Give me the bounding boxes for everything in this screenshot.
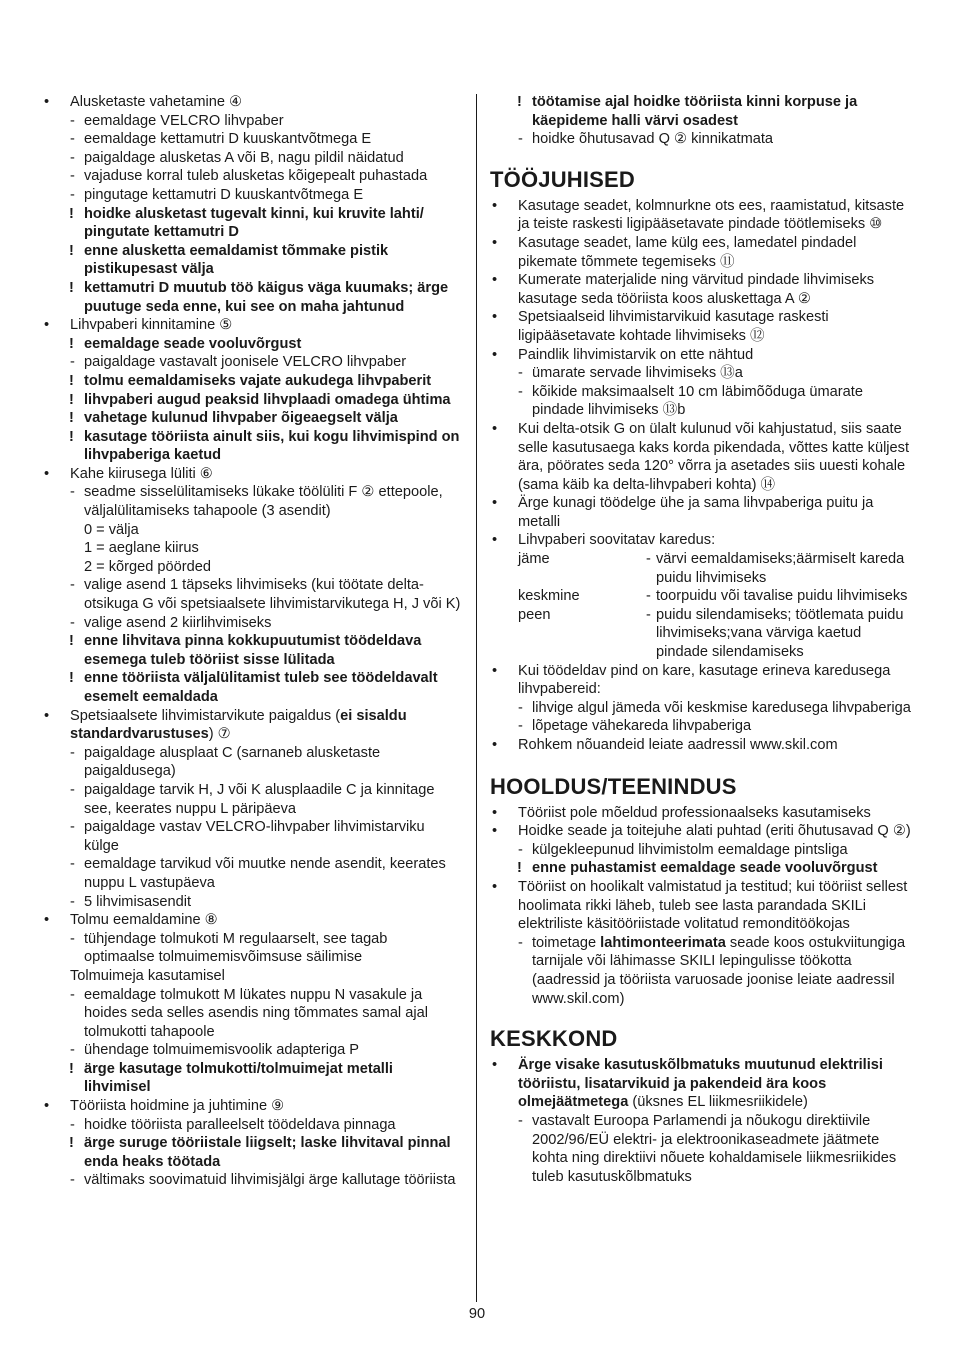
dash-item — [42, 186, 462, 205]
left-column — [42, 93, 462, 1190]
bullet-item — [490, 878, 914, 934]
item-text: tühjendage tolmukoti M regulaarselt, see tagab optimaalse tolmuimemisvõimsuse säilimise — [84, 930, 388, 966]
item-text: Tolmuimeja kasutamisel — [70, 967, 225, 984]
dash-item — [42, 744, 462, 781]
dash-marker: - — [518, 1112, 523, 1129]
item-text: Rohkem nõuandeid leiate aadressil www.skil.com — [518, 737, 838, 753]
bullet-item — [42, 316, 462, 335]
dash-item — [490, 699, 914, 718]
item-bold-text: Ärge visake kasutuskõlbmatuks muutunud elektrilisi tööriistu, lisatarvikuid ja pakendeid ära koos olmejäätmetega — [518, 1057, 883, 1111]
item-text: paigaldage vastav VELCRO-lihvpaber lihvimistarviku külge — [84, 819, 425, 854]
item-text: Lihvpaberi kinnitamine ⑤ — [70, 317, 233, 334]
item-text-end: ) ⑦ — [208, 726, 231, 743]
dash-item — [42, 1171, 462, 1190]
dash-item — [42, 986, 462, 1042]
dash-marker: - — [518, 131, 523, 148]
item-text: tolmu eemaldamiseks vajate aukudega lihvpaberit — [84, 372, 432, 389]
bullet-marker: • — [492, 495, 498, 512]
warning-item — [42, 409, 462, 428]
bullet-item — [490, 736, 914, 755]
bullet-item — [490, 1056, 914, 1112]
dash-marker: - — [518, 841, 523, 858]
warning-item — [42, 242, 462, 279]
dash-item — [42, 614, 462, 633]
bullet-item — [490, 662, 914, 699]
bullet-marker: • — [44, 94, 50, 110]
warning-item — [42, 391, 462, 410]
dash-item — [490, 383, 914, 420]
dash-marker: - — [518, 699, 523, 716]
dash-item — [490, 717, 914, 736]
bullet-marker: • — [44, 317, 50, 334]
item-bold-text: ei sisaldu standardvarustuses — [70, 707, 407, 743]
warning-item — [42, 1134, 462, 1171]
item-text: Spetsiaalseid lihvimistarvikuid kasutage raskesti ligipääsetavate kohtade lihvimiseks ⑫ — [518, 309, 829, 344]
bullet-item — [490, 420, 914, 494]
item-text: ärge kasutage tolmukotti/tolmuimejat metalli lihvimisel — [84, 1060, 393, 1096]
dash-marker: - — [70, 930, 75, 947]
item-text: Tööriist pole mõeldud professionaalseks kasutamiseks — [518, 804, 871, 821]
item-text: Paindlik lihvimistarvik on ette nähtud — [518, 346, 754, 363]
warning-marker: ! — [69, 391, 74, 408]
hooldus-list — [490, 804, 914, 1009]
dash-marker: - — [646, 551, 651, 568]
item-text: Tööriist on hoolikalt valmistatud ja testitud; kui tööriist sellest hoolimata rikki läheb, tuleb see lasta parandada SKILi elektriliste käsitööriistade volitatud remonditöökojas — [518, 878, 908, 933]
grit-desc-text: puidu silendamiseks; töötlemata puidu lihvimiseks;vana värviga kaetud pindade silendamiseks — [656, 606, 904, 661]
warning-item — [42, 669, 462, 706]
bullet-marker: • — [492, 420, 498, 437]
dash-item — [42, 781, 462, 818]
dash-item — [490, 841, 914, 860]
warning-marker: ! — [69, 242, 74, 259]
bullet-item — [490, 308, 914, 345]
dash-marker: - — [646, 606, 651, 623]
item-text: paigaldage alusketas A või B, nagu pildil näidatud — [84, 149, 404, 166]
bullet-marker: • — [492, 804, 498, 821]
item-text: Kumerate materjalide ning värvitud pindade lihvimiseks kasutage seda tööriista koos aluskettaga A ② — [518, 272, 875, 307]
dash-marker: - — [70, 112, 75, 129]
column-divider — [476, 94, 477, 1302]
item-text: 0 = välja — [84, 521, 139, 538]
bullet-item — [42, 465, 462, 484]
item-text-end: seade koos ostukviitungiga tarnijale või lähimasse SKILI lepingulisse töökotta (aadressid ja tööriista varuosade joonise leiate aadressil www.skil.com) — [532, 934, 906, 1007]
toojuhised-list — [490, 197, 914, 550]
item-text: seadme sisselülitamiseks lükake töölüliti F ② ettepoole, väljalülitamiseks tahapoole (3 asendit) — [84, 484, 443, 520]
dash-item — [42, 930, 462, 967]
item-text: toimetage — [532, 934, 601, 951]
dash-marker: - — [70, 744, 75, 761]
warning-item — [490, 859, 914, 878]
bullet-marker: • — [492, 662, 498, 679]
bullet-item — [490, 234, 914, 271]
dash-item — [490, 1112, 914, 1186]
warning-item — [42, 335, 462, 354]
bullet-marker: • — [492, 272, 498, 289]
warning-marker: ! — [69, 633, 74, 650]
item-text: lõpetage vähekareda lihvpaberiga — [532, 718, 752, 735]
item-text: hoidke tööriista paralleelselt töödeldava pinnaga — [84, 1116, 396, 1133]
dash-item — [42, 818, 462, 855]
item-text: hoidke alusketast tugevalt kinni, kui kruvite lahti/ pingutate kettamutri D — [84, 205, 424, 241]
text-line — [42, 558, 462, 577]
item-text: 1 = aeglane kiirus — [84, 540, 199, 557]
dash-marker: - — [70, 986, 75, 1003]
text-line — [42, 967, 462, 986]
item-text: enne tööriista väljalülitamist tuleb see töödeldavalt esemelt eemaldada — [84, 670, 438, 705]
item-text: Tolmu eemaldamine ⑧ — [70, 912, 218, 929]
dash-marker: - — [70, 1172, 75, 1189]
item-text: eemaldage kettamutri D kuuskantvõtmega E — [84, 131, 372, 148]
item-text: hoidke õhutusavad Q ② kinnikatmata — [532, 131, 774, 148]
bullet-marker: • — [44, 1098, 50, 1115]
dash-marker: - — [70, 1116, 75, 1133]
bullet-marker: • — [492, 346, 498, 363]
dash-marker: - — [70, 168, 75, 185]
dash-marker: - — [70, 484, 75, 501]
dash-marker: - — [70, 856, 75, 873]
item-text: enne alusketta eemaldamist tõmmake pistik pistikupesast välja — [84, 242, 389, 278]
bullet-item — [490, 531, 914, 550]
item-text: ärge suruge tööriistale liigselt; laske lihvitaval pinnal enda heaks töötada — [84, 1135, 451, 1170]
item-text: pingutage kettamutri D kuuskantvõtmega E — [84, 186, 364, 203]
right-column — [490, 93, 914, 1186]
item-text: Kui delta-otsik G on ülalt kulunud või kahjustatud, siis saate selle kasutusaega kaks korda pikendada, võttes katte küljest ära, pöörates seda 120° võrra ja asetades siis uuesti kohale (sama käib ka delta-lihvpaberi kohta) ⑭ — [518, 420, 910, 493]
grit-desc-text: värvi eemaldamiseks;äärmiselt kareda puidu lihvimiseks — [656, 551, 905, 586]
bullet-item — [42, 707, 462, 744]
grit-description — [646, 606, 914, 662]
item-text: Kui töödeldav pind on kare, kasutage erineva karedusega lihvpabereid: — [518, 662, 891, 698]
warning-marker: ! — [69, 372, 74, 389]
grit-name: jäme — [518, 551, 550, 568]
text-line — [42, 521, 462, 540]
bullet-item — [490, 197, 914, 234]
item-text: lihvpaberi augud peaksid lihvplaadi omadega ühtima — [84, 391, 451, 408]
warning-marker: ! — [69, 428, 74, 445]
section-heading-toojuhised: TÖÖJUHISED — [490, 166, 636, 192]
item-text: paigaldage vastavalt joonisele VELCRO lihvpaber — [84, 354, 407, 371]
bullet-item — [490, 271, 914, 308]
grit-description — [646, 587, 907, 606]
dash-marker: - — [518, 365, 523, 382]
bullet-marker: • — [44, 912, 50, 929]
warning-marker: ! — [517, 860, 522, 877]
item-text: Hoidke seade ja toitejuhe alati puhtad (eriti õhutusavad Q ②) — [518, 823, 911, 840]
bullet-item — [490, 494, 914, 531]
section-heading-hooldus: HOOLDUS/TEENINDUS — [490, 773, 737, 799]
item-text: Kahe kiirusega lüliti ⑥ — [70, 465, 213, 482]
dash-item — [42, 1041, 462, 1060]
item-text: kõikide maksimaalselt 10 cm läbimõõduga ümarate pindade lihvimiseks ⑬b — [532, 383, 863, 419]
dash-marker: - — [518, 383, 523, 400]
item-text: enne lihvitava pinna kokkupuutumist töödeldava esemega tuleb tööriist sisse lülitada — [84, 633, 422, 668]
grit-row — [490, 606, 914, 662]
item-text: ühendage tolmuimemisvoolik adapteriga P — [84, 1042, 360, 1059]
bullet-marker: • — [44, 465, 50, 482]
warning-item — [42, 279, 462, 316]
item-text: paigaldage tarvik H, J või K alusplaadile C ja kinnitage see, keerates nuppu L päripäeva — [84, 781, 435, 817]
warning-marker: ! — [69, 335, 74, 352]
bullet-marker: • — [492, 234, 498, 251]
dash-marker: - — [70, 614, 75, 631]
warning-marker: ! — [517, 94, 522, 110]
bullet-item — [42, 93, 462, 112]
item-text: töötamise ajal hoidke tööriista kinni korpuse ja käepideme halli värvi osadest — [532, 94, 858, 129]
grit-desc-text: toorpuidu või tavalise puidu lihvimiseks — [656, 588, 908, 605]
bullet-marker: • — [492, 823, 498, 840]
item-text: enne puhastamist eemaldage seade vooluvõrgust — [532, 860, 878, 877]
item-text: ümarate servade lihvimiseks ⑬a — [532, 365, 743, 382]
item-text: eemaldage VELCRO lihvpaber — [84, 112, 284, 129]
item-text: kasutage tööriista ainult siis, kui kogu lihvimispind on lihvpaberiga kaetud — [84, 428, 460, 464]
dash-marker: - — [518, 718, 523, 735]
dash-item — [490, 364, 914, 383]
warning-item — [42, 372, 462, 391]
item-text: Alusketaste vahetamine ④ — [70, 94, 243, 110]
warning-marker: ! — [69, 1135, 74, 1152]
warning-marker: ! — [69, 279, 74, 296]
dash-marker: - — [70, 186, 75, 203]
bullet-item — [490, 804, 914, 823]
dash-marker: - — [70, 1042, 75, 1059]
bullet-marker: • — [492, 1057, 498, 1074]
item-bold-text: lahtimonteerimata — [600, 934, 726, 951]
dash-item — [42, 353, 462, 372]
item-text: eemaldage tarvikud või muutke nende asendit, keerates nuppu L vastupäeva — [84, 856, 446, 891]
dash-marker: - — [70, 781, 75, 798]
item-text: Kasutage seadet, kolmnurkne ots ees, raamistatud, kitsaste ja teiste raskesti ligipääsetavate pindade töötlemiseks ⑩ — [518, 197, 905, 233]
dash-item — [42, 167, 462, 186]
warning-marker: ! — [69, 670, 74, 687]
item-text: Kasutage seadet, lame külg ees, lamedatel pindadel pikemate tõmmete tegemiseks ⑪ — [518, 234, 857, 270]
section-heading-keskkond: KESKKOND — [490, 1026, 618, 1052]
warning-item — [42, 428, 462, 465]
item-text: vältimaks soovimatuid lihvimisjälgi ärge kallutage tööriista — [84, 1172, 456, 1189]
warning-marker: ! — [69, 205, 74, 222]
page-number: 90 — [468, 1306, 486, 1322]
bullet-marker: • — [492, 532, 498, 549]
bullet-item — [490, 822, 914, 841]
dash-item — [490, 934, 914, 1008]
dash-marker: - — [70, 819, 75, 836]
warning-marker: ! — [69, 410, 74, 427]
bullet-marker: • — [492, 197, 498, 214]
warning-item — [42, 632, 462, 669]
grit-table — [490, 550, 914, 662]
item-text: Ärge kunagi töödelge ühe ja sama lihvpaberiga puitu ja metalli — [518, 495, 874, 530]
dash-item — [42, 149, 462, 168]
dash-marker: - — [70, 354, 75, 371]
item-text-end: (üksnes EL liikmesriikidele) — [628, 1094, 808, 1111]
item-text: kettamutri D muutub töö käigus väga kuumaks; ärge puutuge seda enne, kui see on maha jahtunud — [84, 279, 449, 315]
item-text: valige asend 1 täpseks lihvimiseks (kui töötate delta-otsikuga G või spetsiaalsete lihvimistarvikutega H, J või K) — [84, 577, 461, 613]
dash-item — [490, 130, 914, 149]
dash-marker: - — [646, 588, 651, 605]
bullet-marker: • — [492, 737, 498, 753]
item-text: Spetsiaalsete lihvimistarvikute paigaldus ( — [70, 707, 341, 724]
grit-row — [490, 550, 914, 587]
dash-item — [42, 893, 462, 912]
bullet-item — [42, 1097, 462, 1116]
dash-marker: - — [70, 149, 75, 166]
grit-name: peen — [518, 606, 551, 623]
toojuhised-list-2 — [490, 662, 914, 755]
grit-row — [490, 587, 914, 606]
item-text: Lihvpaberi soovitatav karedus: — [518, 532, 716, 549]
item-text: 5 lihvimisasendit — [84, 893, 192, 910]
item-text: vastavalt Euroopa Parlamendi ja nõukogu direktiivile 2002/96/EÜ elektri- ja elektroonikaseadmete jäätmete kohta ning direktiivi nõuete kohaldamisele liikmesriikides tuleb kasutuskõlbmatuks — [532, 1112, 897, 1185]
keskkond-list — [490, 1056, 914, 1186]
dash-item — [42, 1116, 462, 1135]
dash-item — [42, 576, 462, 613]
bullet-item — [42, 911, 462, 930]
text-line — [42, 539, 462, 558]
dash-item — [42, 130, 462, 149]
dash-marker: - — [70, 893, 75, 910]
warning-marker: ! — [69, 1060, 74, 1077]
dash-item — [42, 483, 462, 520]
item-text: külgekleepunud lihvimistolm eemaldage pintsliga — [532, 841, 848, 858]
dash-marker: - — [518, 934, 523, 951]
dash-item — [42, 855, 462, 892]
item-text: lihvige algul jämeda või keskmise karedusega lihvpaberiga — [532, 699, 911, 716]
right-top-list — [490, 93, 914, 149]
item-text: valige asend 2 kiirlihvimiseks — [84, 614, 272, 631]
warning-item — [42, 1060, 462, 1097]
item-text: 2 = kõrged pöörded — [84, 558, 211, 575]
bullet-marker: • — [44, 707, 50, 724]
item-text: paigaldage alusplaat C (sarnaneb alusketaste paigaldusega) — [84, 744, 381, 780]
grit-name: keskmine — [518, 588, 580, 605]
item-text: vajaduse korral tuleb alusketas kõigepealt puhastada — [84, 168, 428, 185]
item-text: vahetage kulunud lihvpaber õigeaegselt välja — [84, 410, 398, 427]
bullet-marker: • — [492, 309, 498, 326]
bullet-item — [490, 346, 914, 365]
item-text: Tööriista hoidmine ja juhtimine ⑨ — [70, 1098, 285, 1115]
warning-item — [42, 205, 462, 242]
dash-marker: - — [70, 577, 75, 594]
dash-item — [42, 112, 462, 131]
bullet-marker: • — [492, 878, 498, 895]
item-text: eemaldage tolmukott M lükates nuppu N vasakule ja hoides seda selles asendis ning tõmmates samal ajal tolmukotti tahapoole — [84, 986, 428, 1040]
item-text: eemaldage seade vooluvõrgust — [84, 335, 302, 352]
grit-description — [646, 550, 914, 587]
warning-item — [490, 93, 914, 130]
dash-marker: - — [70, 131, 75, 148]
